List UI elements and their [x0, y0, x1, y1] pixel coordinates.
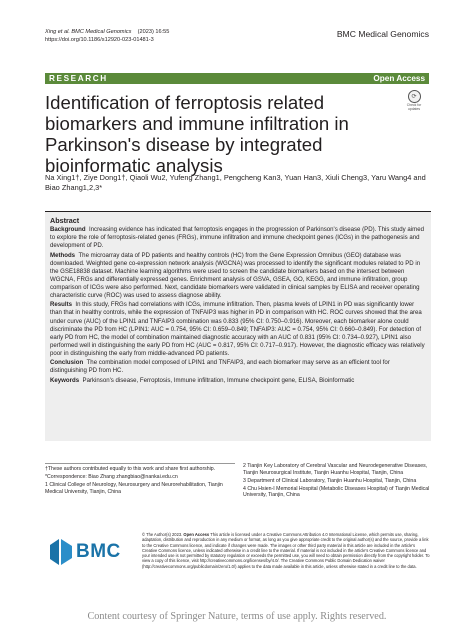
- article-title: Identification of ferroptosis related biomarkers and immune infiltration in Parkinson's disease by integrated bioinformatic analysis: [45, 92, 349, 176]
- bmc-logo-icon: [50, 539, 72, 565]
- results-text: In this study, FRGs had correlations with ICGs, immune infiltration. Then, plasma levels of LPIN1 in PD was significantly lower than that in healthy controls, while the expression of TNFAIP3 was higher in PD in comparison with HC. ROC curves showed that the area under curve (AUC) of the LPIN1 and TNFAIP3 combination was 0.833 (95% CI: 0.750–0.916). Moreover, each biomarker alone could discriminate the PD from HC (LPIN1: AUC = 0.754, 95% CI: 0.659–0.849; TNFAIP3: AUC = 0.754, 95% CI: 0.660–0.849). For detection of early PD from HC, the model of combination maintained diagnostic accuracy with an AUC of 0.831 (95% CI: 0.734–0.927), LPIN1 also performed well in distinguishing the early PD from HC (AUC = 0.817, 95% CI: 0.717–0.917). However, the diagnostic efficacy was relatively poor in distinguishing the early from middle-advanced PD patients.: [50, 301, 425, 357]
- header-citation: [45, 29, 169, 44]
- open-access-label: Open Access: [373, 74, 425, 83]
- methods-text: The microarray data of PD patients and healthy controls (HC) from the Gene Expression Omnibus (GEO) database was downloaded. Weighted gene co-expression network analysis (WGCNA) was processed to identify the significant modules related to PD in the GSE18838 dataset. Machine learning algorithms were used to screen the candidate biomarkers based on the intersect between WGCNA, FRGs and differentially expressed genes. Enrichment analysis of GSVA, GSEA, GO, KEGG, and immune infiltration, group comparison of ICGs were also performed. Next, candidate biomarkers were validated in clinical samples by ELISA and receiver operating characteristic curve (ROC) was used to assess diagnose ability.: [50, 251, 421, 299]
- results-label: Results: [50, 301, 73, 309]
- conclusion-label: Conclusion: [50, 359, 84, 367]
- keywords-label: Keywords: [50, 376, 80, 384]
- affiliation-note: 2 Tianjin Key Laboratory of Cerebral Vascular and Neurodegenerative Diseases, Tianjin Neurosurgical Institute, Tianjin Huanhu Hospital, Tianjin, China: [243, 463, 428, 476]
- license-lead: © The Author(s) 2023.: [142, 532, 183, 537]
- bmc-logo: [50, 537, 130, 567]
- correspondence-note: *Correspondence: Biao Zhang zhangbiao@nankai.edu.cn: [45, 474, 178, 481]
- abstract-keywords: [50, 377, 426, 385]
- article-category: RESEARCH: [49, 74, 108, 83]
- abstract-methods: [50, 252, 426, 300]
- background-text: Increasing evidence has indicated that ferroptosis engages in the progression of Parkinson's disease (PD). This study aimed to explore the role of ferroptosis-related genes (FRGs), immune infiltration and immune checkpoint genes (ICGs) in the pathogenesis and development of PD.: [50, 226, 424, 250]
- affiliation-note: 3 Department of Clinical Laboratory, Tianjin Huanhu Hospital, Tianjin, China: [243, 477, 417, 484]
- abstract-heading: Abstract: [50, 216, 80, 225]
- journal-name: BMC Medical Genomics: [336, 29, 429, 39]
- methods-label: Methods: [50, 251, 76, 259]
- check-for-updates-badge[interactable]: [401, 90, 427, 112]
- affiliation-note: 1 Clinical College of Neurology, Neurosurgery and Neurorehabilitation, Tianjin Medical University, Tianjin, China: [45, 482, 223, 495]
- journal-ref: Xing et al. BMC Medical Genomics: [45, 29, 132, 35]
- license-open-access: Open Access: [183, 532, 210, 537]
- keywords-text: Parkinson's disease, Ferroptosis, Immune infiltration, Immune checkpoint gene, ELISA, Bioinformatic: [82, 376, 355, 384]
- abstract-box: [45, 211, 431, 441]
- springer-footer: Content courtesy of Springer Nature, terms of use apply. Rights reserved.: [87, 611, 387, 622]
- background-label: Background: [50, 226, 86, 233]
- badge-label: Check for updates: [406, 103, 422, 111]
- affiliation-note: 4 Chu Hsien-I Memorial Hospital (Metabolic Diseases Hospital) of Tianjin Medical University, Tianjin, China: [243, 485, 430, 499]
- author-list: Na Xing1†, Ziye Dong1†, Qiaoli Wu2, Yufeng Zhang1, Pengcheng Kan3, Yuan Han3, Xiuli Cheng3, Yaru Wang4 and Biao Zhang1,2,3*: [45, 173, 426, 192]
- bmc-wordmark: BMC: [76, 541, 121, 562]
- abstract-conclusion: [50, 359, 426, 375]
- conclusion-text: The combination model composed of LPIN1 and TNFAIP3, and each biomarker may serve as an efficient tool for distinguishing PD from HC.: [50, 359, 390, 375]
- license-body: This article is licensed under a Creative Commons Attribution 4.0 International License, which permits use, sharing, adaptation, distribution and reproduction in any medium or format, as long as you give appropriate credit to the original author(s) and the source, provide a link to the Creative Commons licence, and indicate if changes were made. The images or other third party material in this article are included in the article's Creative Commons licence, unless indicated otherwise in a credit line to the material. If material is not included in the article's Creative Commons licence and your intended use is not permitted by statutory regulation or exceeds the permitted use, you will need to obtain permission directly from the copyright holder. To view a copy of this licence, visit http://creativecommons.org/licenses/by/4.0/. The Creative Commons Public Domain Dedication waiver (http://creativecommons.org/publicdomain/zero/1.0/) applies to the data made available in this article, unless otherwise stated in a credit line to the data.: [142, 532, 430, 569]
- abstract-results: [50, 301, 426, 357]
- doi-link[interactable]: https://doi.org/10.1186/s12920-023-01481-3: [45, 36, 154, 43]
- abstract-background: [50, 226, 426, 250]
- footnote: †These authors contributed equally to this work and share first authorship.: [45, 466, 216, 472]
- article-type-banner: [45, 73, 429, 84]
- check-updates-icon: ⟳: [408, 90, 421, 103]
- license-text: [142, 532, 431, 569]
- year-pages: (2023) 16:55: [137, 29, 170, 35]
- footnotes-right: [243, 463, 433, 500]
- footnotes-left: [45, 463, 235, 497]
